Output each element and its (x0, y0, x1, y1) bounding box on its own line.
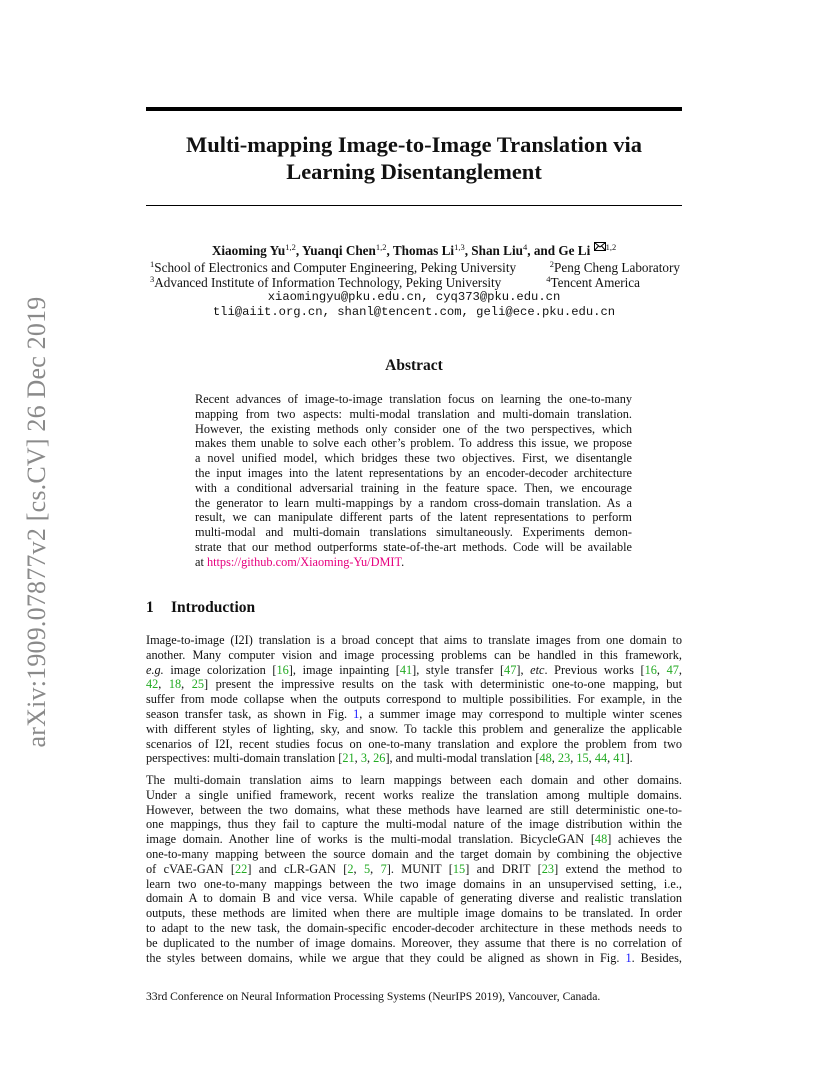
paragraph-line: another. Many computer vision and image processing problems can be handled in this framework, (146, 647, 682, 662)
citation-link[interactable]: 16 (644, 662, 657, 677)
citation-link[interactable]: 47 (504, 662, 517, 677)
citation-link[interactable]: 22 (235, 861, 248, 876)
paragraph-line: Under a single unified framework, recent works realize the translation among multiple domains. (146, 787, 682, 802)
figure-ref-link[interactable]: 1 (625, 950, 632, 965)
citation-link[interactable]: 18 (168, 677, 182, 692)
paragraph-line: domain A to domain B and vice versa. While capable of generating diverse and realistic translation (146, 891, 682, 906)
paragraph-line: with different styles of lighting, sky, and snow. To tackle this problem and generalize the applicable (146, 721, 682, 736)
citation-link[interactable]: 41 (399, 662, 413, 677)
citation-link[interactable]: 42 (146, 677, 159, 692)
email-line-2[interactable]: tli@aiit.org.cn, shanl@tencent.com, geli@ece.pku.edu.cn (212, 305, 616, 319)
author-separator: , (386, 243, 393, 258)
citation-link[interactable]: 48 (594, 832, 608, 847)
author-name: Xiaoming Yu (211, 243, 286, 258)
paragraph-line: season transfer task, as shown in Fig. 1, a summer image may correspond to multiple winter scenes (146, 706, 682, 721)
affiliation-number: 3 (150, 274, 155, 284)
citation-link[interactable]: 15 (576, 751, 589, 766)
author-name: Ge Li (558, 243, 591, 258)
citation-link[interactable]: 16 (276, 662, 289, 677)
paragraph-line: The multi-domain translation aims to learn mappings between each domain and other domains. (146, 773, 682, 787)
abstract-line: result, we can manipulate different parts of the latent representations to perform (195, 510, 632, 525)
paragraph-line: to adapt to the new task, the domain-specific encoder-decoder architecture in these methods needs to (146, 920, 682, 935)
abstract-line: the generator to learn multi-mappings by a random cross-domain translation. As a (195, 495, 632, 510)
abstract-body (195, 392, 632, 570)
citation-link[interactable]: 48 (539, 751, 552, 766)
figure-ref-link[interactable]: 1 (353, 706, 360, 721)
paragraph-line: be duplicated to the number of image domains. Moreover, they assume that there is no correlation of (146, 935, 682, 950)
author-list (140, 242, 688, 259)
section-number: 1 (146, 599, 154, 616)
affiliation-row (150, 274, 680, 291)
intro-paragraph-1 (146, 633, 682, 766)
citation-link[interactable]: 26 (373, 751, 386, 766)
abstract-line: the input images into the latent representations by an encoder-decoder architecture (195, 465, 632, 480)
citation-link[interactable]: 23 (557, 751, 571, 766)
author-affiliation: 4 (522, 242, 528, 252)
author-affiliation: 1,2 (285, 242, 296, 252)
affiliation-number: 1 (150, 259, 155, 269)
author-separator: , (295, 243, 302, 258)
affiliation-3 (150, 275, 501, 290)
paragraph-line: learn two one-to-many mappings between the two image domains in an unsupervised setting, i.e., (146, 876, 682, 891)
citation-link[interactable]: 41 (613, 751, 626, 766)
paragraph-line: However, between the two domains, what these methods have learned are still deterministic one-to- (146, 802, 682, 817)
citation-link[interactable]: 2 (347, 861, 354, 876)
citation-link[interactable]: 3 (360, 751, 367, 766)
paragraph-line: scenarios of I2I, recent studies focus on one-to-many translation and explore the problem from two (146, 736, 682, 751)
title-top-rule (146, 107, 682, 111)
citation-link[interactable]: 7 (380, 861, 387, 876)
abstract-line: mapping from two aspects: multi-modal translation and multi-domain translation. (195, 406, 632, 421)
arxiv-identifier-stamp: arXiv:1909.07877v2 [cs.CV] 26 Dec 2019 (22, 296, 51, 748)
envelope-icon[interactable] (594, 242, 606, 254)
author-affiliation: 1,2 (375, 242, 387, 252)
citation-link[interactable]: 47 (666, 662, 679, 677)
citation-link[interactable]: 44 (594, 751, 608, 766)
author-separator: , (464, 243, 472, 258)
title-bottom-rule (146, 205, 682, 206)
abstract-line: multi-modal and multi-domain translations simultaneously. Experiments demon- (195, 525, 632, 540)
email-line-1[interactable]: xiaomingyu@pku.edu.cn, cyq373@pku.edu.cn (267, 290, 561, 304)
paragraph-line: e.g. image colorization [16], image inpainting [41], style transfer [47], etc. Previous works [16, 47, (146, 662, 682, 677)
author-name: Thomas Li (392, 243, 455, 258)
abstract-text: . (401, 554, 405, 569)
abstract-line: with a conditional adversarial training in the feature space. Then, we encourage (195, 480, 632, 495)
abstract-line: makes them unable to solve each other’s problem. To address this issue, we propose (195, 436, 632, 451)
author-name: Shan Liu (471, 243, 523, 258)
paragraph-line: image domain. Another line of works is the multi-modal translation. BicycleGAN [48] achieves the (146, 832, 682, 847)
affiliation-1 (150, 260, 516, 275)
author-separator: , and (527, 243, 559, 258)
affiliation-number: 2 (549, 259, 555, 269)
abstract-line: However, the existing methods only consider one of the two perspectives, which (195, 421, 632, 436)
code-link[interactable]: https://github.com/Xiaoming-Yu/DMIT (206, 554, 402, 569)
paragraph-line: of cVAE-GAN [22] and cLR-GAN [2, 5, 7]. MUNIT [15] and DRIT [23] extend the method to (146, 861, 682, 876)
citation-link[interactable]: 21 (342, 751, 355, 766)
abstract-line-last (195, 555, 632, 570)
affiliation-4 (546, 274, 640, 291)
intro-paragraph-2 (146, 773, 682, 965)
paragraph-line: 42, 18, 25] present the impressive results on the task with deterministic one-to-one mapping, but (146, 677, 682, 692)
paragraph-line: the styles between domains, while we argue that they could be aligned as shown in Fig. 1. Besides, (146, 950, 682, 965)
abstract-line: strate that our method outperforms state-of-the-art methods. Code will be available (195, 539, 632, 554)
citation-link[interactable]: 15 (452, 861, 466, 876)
author-affiliation: 1,3 (454, 242, 465, 252)
conference-footnote: 33rd Conference on Neural Information Processing Systems (NeurIPS 2019), Vancouver, Canada. (146, 990, 601, 1003)
abstract-line: a novel unified model, which bridges these two objectives. First, we disentangle (195, 451, 632, 466)
affiliation-text: School of Electronics and Computer Engineering, Peking University (154, 260, 517, 275)
affiliation-text: Tencent America (550, 275, 640, 290)
citation-link[interactable]: 23 (541, 861, 555, 876)
citation-link[interactable]: 5 (363, 861, 371, 876)
paragraph-line: perspectives: multi-domain translation [21, 3, 26], and multi-modal translation [48, 23, 15, 44, 41]. (146, 751, 633, 766)
abstract-heading: Abstract (385, 357, 443, 374)
author-name: Yuanqi Chen (301, 243, 376, 258)
author-affiliation: 1,2 (605, 242, 617, 252)
affiliation-number: 4 (546, 274, 551, 284)
section-title: Introduction (171, 599, 256, 616)
paragraph-line: one mappings, thus they fail to capture the multi-modal nature of the image distribution within the (146, 817, 682, 832)
paper-title (146, 131, 682, 185)
paragraph-line: outputs, these methods are limited when there are multiple image domains to be translated. In order (146, 906, 682, 921)
paragraph-line: Image-to-image (I2I) translation is a broad concept that aims to translate images from one domain to (146, 633, 682, 647)
affiliation-text: Peng Cheng Laboratory (554, 260, 680, 275)
section-heading (146, 599, 255, 617)
paragraph-line: suffer from mode collapse when the outputs correspond to multiple possibilities. For example, in the (146, 692, 682, 707)
abstract-line: Recent advances of image-to-image translation focus on learning the one-to-many (195, 392, 632, 406)
title-line-1: Multi-mapping Image-to-Image Translation via (185, 132, 643, 157)
paragraph-line: one-to-many mapping between the source domain and the target domain by combining the objective (146, 846, 682, 861)
citation-link[interactable]: 25 (191, 677, 205, 692)
abstract-text: at (195, 554, 207, 569)
affiliation-text: Advanced Institute of Information Technology, Peking University (154, 275, 502, 290)
title-line-2: Learning Disentanglement (286, 159, 542, 184)
